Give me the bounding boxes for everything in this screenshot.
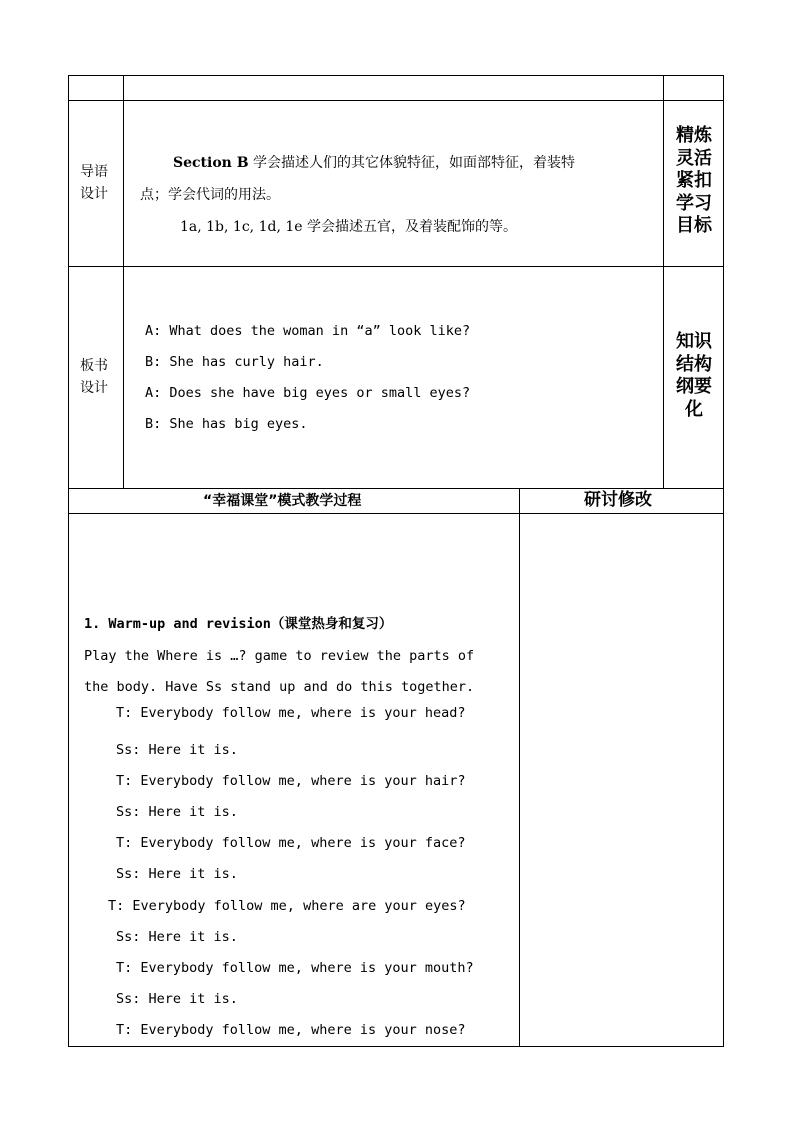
- table-border-top: [68, 75, 724, 76]
- side-label-structure: 知识 结构 纲要 化: [676, 331, 712, 420]
- dialogue-line: Ss: Here it is.: [116, 866, 238, 882]
- dialogue-line: T: Everybody follow me, where is your face?: [116, 835, 466, 851]
- row-divider-1: [68, 100, 724, 101]
- dialogue-line: Ss: Here it is.: [116, 929, 238, 945]
- row-divider-4: [68, 513, 724, 514]
- table-border-bottom: [68, 1046, 724, 1047]
- col-divider-process: [519, 488, 520, 1047]
- side-label-goals: 精炼 灵活 紧扣 学习 目标: [676, 125, 712, 236]
- col-divider-side: [663, 75, 664, 489]
- row-label-daoyu: 导语 设计: [80, 164, 108, 203]
- dialogue-line: Ss: Here it is.: [116, 991, 238, 1007]
- intro-line-1: [173, 156, 575, 170]
- dialogue-line: T: Everybody follow me, where are your eyes?: [108, 898, 466, 914]
- revise-header: 研讨修改: [584, 490, 652, 510]
- board-line-3: A: Does she have big eyes or small eyes?: [145, 385, 471, 401]
- table-border-left: [68, 75, 69, 1047]
- dialogue-line: Ss: Here it is.: [116, 742, 238, 758]
- row-label-banshu: 板书 设计: [80, 358, 108, 397]
- process-header: “幸福课堂”模式教学过程: [203, 493, 362, 509]
- board-line-4: B: She has big eyes.: [145, 416, 308, 432]
- row-divider-2: [68, 266, 724, 267]
- col-divider-label: [123, 75, 124, 489]
- board-line-1: A: What does the woman in “a” look like?: [145, 323, 471, 339]
- dialogue-line: T: Everybody follow me, where is your head?: [116, 705, 466, 721]
- board-line-2: B: She has curly hair.: [145, 354, 324, 370]
- process-para-1: Play the Where is …? game to review the parts of: [84, 648, 475, 664]
- intro-line-3: 1a, 1b, 1c, 1d, 1e 学会描述五官，及着装配饰的等。: [180, 219, 517, 235]
- process-heading: 1. Warm-up and revision（课堂热身和复习）: [84, 616, 393, 632]
- table-border-right: [723, 75, 724, 1047]
- row-divider-3: [68, 488, 724, 489]
- dialogue-line: T: Everybody follow me, where is your hair?: [116, 773, 466, 789]
- dialogue-line: T: Everybody follow me, where is your nose?: [116, 1022, 466, 1038]
- dialogue-line: T: Everybody follow me, where is your mouth?: [116, 960, 474, 976]
- dialogue-line: Ss: Here it is.: [116, 804, 238, 820]
- intro-section-b: Section B: [173, 155, 249, 171]
- intro-line-2: 点；学会代词的用法。: [140, 187, 280, 203]
- process-para-2: the body. Have Ss stand up and do this together.: [84, 679, 475, 695]
- intro-line-1-text: 学会描述人们的其它体貌特征，如面部特征，着装特: [248, 155, 576, 171]
